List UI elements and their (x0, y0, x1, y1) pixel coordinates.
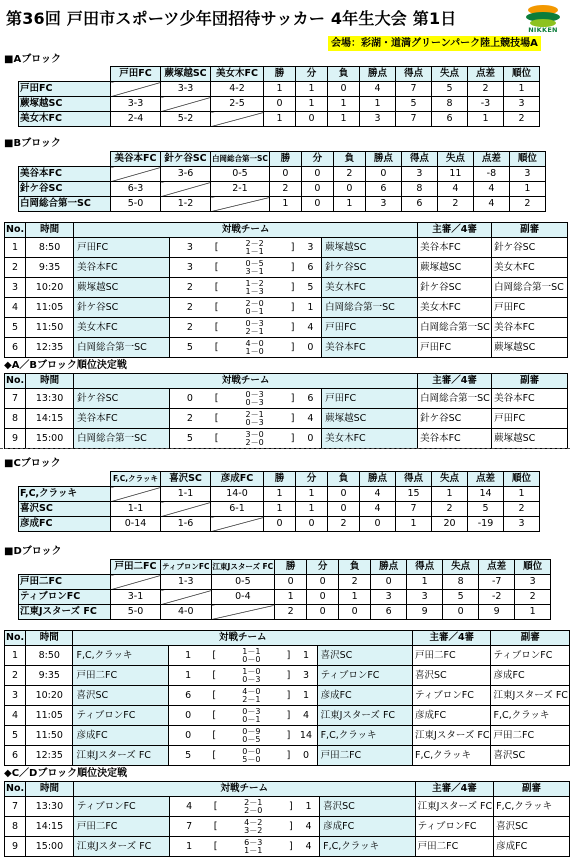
cd-schedule-table (4, 630, 570, 766)
match-row (5, 278, 568, 298)
match-row (5, 817, 570, 837)
match-no: 1 (5, 646, 26, 666)
match-row (5, 686, 570, 706)
away-team: 美女木FC (322, 429, 418, 449)
league-row: 美女木FC 2-4 5-2 1 0 1 3 7 6 1 2 (19, 112, 540, 127)
league-row: 白岡総合第一SC 5-0 1-2 1 0 1 3 6 2 4 2 (19, 197, 546, 212)
assistant-referee: 白岡総合第一SC (492, 278, 568, 298)
ab-schedule-table (4, 222, 568, 358)
match-no: 3 (5, 686, 26, 706)
home-team: 江東Jスターズ FC (73, 837, 169, 857)
bracket-open: [ (209, 797, 223, 817)
away-team: 喜沢SC (317, 646, 412, 666)
bracket-close: ] (286, 338, 300, 358)
match-row (5, 409, 568, 429)
away-score: 6 (300, 258, 322, 278)
logo-text: NIKKEN (528, 26, 558, 34)
half-scores: 4－0 1－0 (224, 338, 286, 358)
referee: 白岡総合第一SC (418, 389, 492, 409)
home-score: 1 (168, 646, 207, 666)
referee: 美谷本FC (418, 238, 492, 258)
league-row: 彦成FC 0-14 1-6 0 0 2 0 1 20 -19 3 (19, 517, 540, 532)
half-scores: 1－1 0－0 (221, 646, 282, 666)
home-score: 2 (170, 409, 210, 429)
referee: 白岡総合第一SC (418, 318, 492, 338)
match-no: 5 (5, 318, 26, 338)
away-score: 5 (300, 278, 322, 298)
assistant-referee: 戸田FC (492, 409, 568, 429)
home-score: 2 (170, 298, 210, 318)
bracket-close: ] (284, 797, 298, 817)
bracket-close: ] (286, 278, 300, 298)
league-header-row: 美谷本FC 針ケ谷SC 白岡総合第一SC 勝 分 負 勝点 得点 失点 点差 順位 (19, 152, 546, 167)
match-no: 8 (5, 409, 26, 429)
home-team: 戸田二FC (73, 817, 169, 837)
match-row (5, 338, 568, 358)
match-no: 1 (5, 238, 26, 258)
match-time: 13:30 (26, 389, 74, 409)
home-score: 0 (168, 706, 207, 726)
referee: 戸田FC (418, 338, 492, 358)
home-score: 5 (170, 429, 210, 449)
match-time: 11:50 (26, 318, 74, 338)
league-row: F,C,クラッキ 1-1 14-0 1 1 0 4 15 1 14 1 (19, 487, 540, 502)
away-score: 1 (298, 797, 320, 817)
match-time: 12:35 (26, 338, 74, 358)
half-scores: 0－0 5－0 (221, 746, 282, 766)
away-team: 彦成FC (317, 686, 412, 706)
match-row (5, 238, 568, 258)
referee: ティブロンFC (413, 686, 491, 706)
home-score: 2 (170, 318, 210, 338)
match-time: 11:05 (26, 298, 74, 318)
league-row: 美谷本FC 3-6 0-5 0 0 2 0 3 11 -8 3 (19, 167, 546, 182)
half-scores: 2－0 0－1 (224, 298, 286, 318)
league-row: 江東Jスターズ FC 5-0 4-0 2 0 0 6 9 0 9 1 (19, 605, 551, 620)
bracket-open: [ (209, 837, 223, 857)
match-no: 4 (5, 298, 26, 318)
half-scores: 3－0 2－0 (224, 429, 286, 449)
away-team: 蕨塚越SC (322, 409, 418, 429)
half-scores: 6－3 1－1 (223, 837, 284, 857)
bracket-open: [ (210, 278, 224, 298)
half-scores: 2－1 2－0 (223, 797, 284, 817)
bracket-close: ] (286, 409, 300, 429)
match-row (5, 837, 570, 857)
match-row (5, 797, 570, 817)
match-time: 15:00 (26, 429, 74, 449)
match-row (5, 298, 568, 318)
bracket-close: ] (286, 258, 300, 278)
assistant-referee: 戸田FC (492, 298, 568, 318)
half-scores: 2－1 0－3 (224, 409, 286, 429)
home-score: 3 (170, 258, 210, 278)
bracket-close: ] (282, 726, 296, 746)
home-score: 4 (169, 797, 209, 817)
league-row: 蕨塚越SC 3-3 2-5 0 1 1 1 5 8 -3 3 (19, 97, 540, 112)
bracket-open: [ (210, 409, 224, 429)
bracket-open: [ (207, 666, 221, 686)
away-team: 江東Jスターズ FC (317, 706, 412, 726)
referee: 戸田二FC (415, 837, 493, 857)
bracket-open: [ (209, 817, 223, 837)
schedule-header-row: No. 時間 対戦チーム 主審／4審 副審 (5, 631, 570, 646)
referee: F,C,クラッキ (413, 746, 491, 766)
bracket-close: ] (286, 318, 300, 338)
block-c-table (18, 471, 540, 532)
away-team: 戸田FC (322, 389, 418, 409)
match-time: 8:50 (26, 238, 74, 258)
match-no: 4 (5, 706, 26, 726)
half-scores: 4－0 2－1 (221, 686, 282, 706)
match-row (5, 646, 570, 666)
half-scores: 0－9 0－5 (221, 726, 282, 746)
league-row: 戸田FC 3-3 4-2 1 1 0 4 7 5 2 1 (19, 82, 540, 97)
referee: 針ケ谷SC (418, 278, 492, 298)
match-time: 9:35 (26, 258, 74, 278)
away-score: 3 (295, 666, 317, 686)
bracket-open: [ (207, 686, 221, 706)
match-row (5, 726, 570, 746)
referee: 江東Jスターズ FC (413, 726, 491, 746)
match-time: 10:20 (26, 686, 73, 706)
referee: 蕨塚越SC (418, 258, 492, 278)
block-d-heading: ■Dブロック (4, 546, 62, 557)
away-team: 美谷本FC (322, 338, 418, 358)
half-scores: 0－5 3－1 (224, 258, 286, 278)
match-row (5, 666, 570, 686)
away-team: 彦成FC (320, 817, 416, 837)
match-row (5, 746, 570, 766)
match-no: 7 (5, 389, 26, 409)
home-team: ティブロンFC (73, 797, 169, 817)
away-score: 0 (300, 338, 322, 358)
bracket-open: [ (210, 318, 224, 338)
bracket-open: [ (210, 258, 224, 278)
league-header-row: F,C,クラッキ 喜沢SC 彦成FC 勝 分 負 勝点 得点 失点 点差 順位 (19, 472, 540, 487)
referee: 彦成FC (413, 706, 491, 726)
match-time: 11:50 (26, 726, 73, 746)
referee: 喜沢SC (413, 666, 491, 686)
away-score: 0 (300, 429, 322, 449)
bracket-open: [ (210, 389, 224, 409)
half-scores: 1－0 0－3 (221, 666, 282, 686)
bracket-open: [ (210, 298, 224, 318)
assistant-referee: F,C,クラッキ (494, 797, 570, 817)
home-score: 2 (170, 278, 210, 298)
block-d-table (18, 559, 551, 620)
league-row: 喜沢SC 1-1 6-1 1 1 0 4 7 2 5 2 (19, 502, 540, 517)
assistant-referee: 彦成FC (494, 837, 570, 857)
away-team: 美女木FC (322, 278, 418, 298)
home-team: 江東Jスターズ FC (73, 746, 168, 766)
away-team: 戸田FC (322, 318, 418, 338)
section-divider (0, 448, 570, 449)
bracket-open: [ (210, 238, 224, 258)
bracket-close: ] (286, 389, 300, 409)
away-score: 1 (295, 646, 317, 666)
assistant-referee: 江東Jスターズ FC (491, 686, 570, 706)
block-a-heading: ■Aブロック (4, 54, 61, 65)
half-scores: 1－2 1－3 (224, 278, 286, 298)
page-title: 第36回 戸田市スポーツ少年団招待サッカー 4年生大会 第1日 (6, 9, 457, 28)
match-no: 7 (5, 797, 26, 817)
match-row (5, 429, 568, 449)
away-team: 喜沢SC (320, 797, 416, 817)
match-time: 8:50 (26, 646, 73, 666)
match-no: 9 (5, 837, 26, 857)
bracket-close: ] (284, 837, 298, 857)
home-team: 白岡総合第一SC (74, 429, 170, 449)
bracket-open: [ (207, 646, 221, 666)
match-no: 6 (5, 338, 26, 358)
assistant-referee: ティブロンFC (491, 646, 570, 666)
logo-mark-icon (521, 4, 565, 28)
home-team: 戸田二FC (73, 666, 168, 686)
match-row (5, 706, 570, 726)
ab-playoff-heading: ◆A／Bブロック順位決定戦 (4, 360, 127, 371)
home-score: 5 (168, 746, 207, 766)
block-a-table (18, 66, 540, 127)
block-b-heading: ■Bブロック (4, 138, 61, 149)
home-score: 3 (170, 238, 210, 258)
home-score: 5 (170, 338, 210, 358)
match-time: 15:00 (26, 837, 74, 857)
away-score: 6 (300, 389, 322, 409)
league-header-row: 戸田二FC ティブロンFC 江東Jスターズ FC 勝 分 負 勝点 得点 失点 点差 順位 (19, 560, 551, 575)
cd-playoff-heading: ◆C／Dブロック順位決定戦 (4, 768, 128, 779)
block-c-heading: ■Cブロック (4, 458, 61, 469)
home-team: F,C,クラッキ (73, 646, 168, 666)
away-team: 蕨塚越SC (322, 238, 418, 258)
match-no: 3 (5, 278, 26, 298)
match-time: 14:15 (26, 409, 74, 429)
match-time: 12:35 (26, 746, 73, 766)
league-row: 針ケ谷SC 6-3 2-1 2 0 0 6 8 4 4 1 (19, 182, 546, 197)
home-team: 蕨塚越SC (74, 278, 170, 298)
home-team: 美谷本FC (74, 409, 170, 429)
home-score: 6 (168, 686, 207, 706)
cd-playoff-table (4, 781, 570, 857)
home-team: 針ケ谷SC (74, 298, 170, 318)
home-team: 針ケ谷SC (74, 389, 170, 409)
away-team: 戸田二FC (317, 746, 412, 766)
schedule-header-row: No. 時間 対戦チーム 主審／4審 副審 (5, 782, 570, 797)
away-score: 4 (298, 837, 320, 857)
home-score: 1 (169, 837, 209, 857)
assistant-referee: 針ケ谷SC (492, 238, 568, 258)
away-score: 4 (295, 706, 317, 726)
league-row: 戸田二FC 1-3 0-5 0 0 2 0 1 8 -7 3 (19, 575, 551, 590)
away-score: 14 (295, 726, 317, 746)
bracket-open: [ (210, 338, 224, 358)
half-scores: 0－3 2－1 (224, 318, 286, 338)
home-team: 白岡総合第一SC (74, 338, 170, 358)
bracket-close: ] (282, 646, 296, 666)
assistant-referee: 喜沢SC (491, 746, 570, 766)
referee: 針ケ谷SC (418, 409, 492, 429)
assistant-referee: 美谷本FC (492, 318, 568, 338)
referee: 美女木FC (418, 298, 492, 318)
home-score: 0 (170, 389, 210, 409)
home-team: 美谷本FC (74, 258, 170, 278)
match-no: 8 (5, 817, 26, 837)
match-time: 11:05 (26, 706, 73, 726)
match-row (5, 389, 568, 409)
bracket-open: [ (207, 706, 221, 726)
away-score: 3 (300, 238, 322, 258)
away-score: 4 (300, 409, 322, 429)
referee: ティブロンFC (415, 817, 493, 837)
referee: 美谷本FC (418, 429, 492, 449)
bracket-open: [ (207, 726, 221, 746)
away-team: F,C,クラッキ (317, 726, 412, 746)
referee: 戸田二FC (413, 646, 491, 666)
match-row (5, 258, 568, 278)
assistant-referee: 彦成FC (491, 666, 570, 686)
half-scores: 0－3 0－1 (221, 706, 282, 726)
league-header-row: 戸田FC 蕨塚越SC 美女木FC 勝 分 負 勝点 得点 失点 点差 順位 (19, 67, 540, 82)
half-scores: 0－3 0－3 (224, 389, 286, 409)
home-score: 0 (168, 726, 207, 746)
away-team: 針ケ谷SC (322, 258, 418, 278)
league-row: ティブロンFC 3-1 0-4 1 0 1 3 3 5 -2 2 (19, 590, 551, 605)
bracket-open: [ (210, 429, 224, 449)
match-no: 2 (5, 666, 26, 686)
match-time: 10:20 (26, 278, 74, 298)
ab-playoff-table (4, 373, 568, 449)
assistant-referee: 美女木FC (492, 258, 568, 278)
nikken-logo (521, 4, 565, 34)
home-team: 喜沢SC (73, 686, 168, 706)
match-no: 2 (5, 258, 26, 278)
home-team: 戸田FC (74, 238, 170, 258)
bracket-close: ] (282, 706, 296, 726)
bracket-open: [ (207, 746, 221, 766)
half-scores: 4－2 3－2 (223, 817, 284, 837)
bracket-close: ] (284, 817, 298, 837)
match-row (5, 318, 568, 338)
match-no: 9 (5, 429, 26, 449)
bracket-close: ] (286, 238, 300, 258)
home-score: 1 (168, 666, 207, 686)
block-b-table (18, 151, 546, 212)
away-team: F,C,クラッキ (320, 837, 416, 857)
assistant-referee: F,C,クラッキ (491, 706, 570, 726)
schedule-header-row: No. 時間 対戦チーム 主審／4審 副審 (5, 223, 568, 238)
bracket-close: ] (282, 666, 296, 686)
away-score: 4 (298, 817, 320, 837)
bracket-close: ] (286, 298, 300, 318)
away-score: 1 (300, 298, 322, 318)
referee: 江東Jスターズ FC (415, 797, 493, 817)
match-no: 6 (5, 746, 26, 766)
bracket-close: ] (286, 429, 300, 449)
bracket-close: ] (282, 746, 296, 766)
away-score: 1 (295, 686, 317, 706)
bracket-close: ] (282, 686, 296, 706)
match-time: 14:15 (26, 817, 74, 837)
match-no: 5 (5, 726, 26, 746)
assistant-referee: 蕨塚越SC (492, 429, 568, 449)
schedule-header-row: No. 時間 対戦チーム 主審／4審 副審 (5, 374, 568, 389)
assistant-referee: 美谷本FC (492, 389, 568, 409)
match-time: 9:35 (26, 666, 73, 686)
home-team: ティブロンFC (73, 706, 168, 726)
match-time: 13:30 (26, 797, 74, 817)
assistant-referee: 喜沢SC (494, 817, 570, 837)
away-team: 白岡総合第一SC (322, 298, 418, 318)
away-score: 0 (295, 746, 317, 766)
away-score: 4 (300, 318, 322, 338)
venue-label: 会場：彩湖・道満グリーンパーク陸上競技場A (328, 36, 541, 51)
home-team: 彦成FC (73, 726, 168, 746)
half-scores: 2－2 1－1 (224, 238, 286, 258)
assistant-referee: 蕨塚越SC (492, 338, 568, 358)
away-team: ティブロンFC (317, 666, 412, 686)
home-team: 美女木FC (74, 318, 170, 338)
home-score: 7 (169, 817, 209, 837)
assistant-referee: 戸田二FC (491, 726, 570, 746)
